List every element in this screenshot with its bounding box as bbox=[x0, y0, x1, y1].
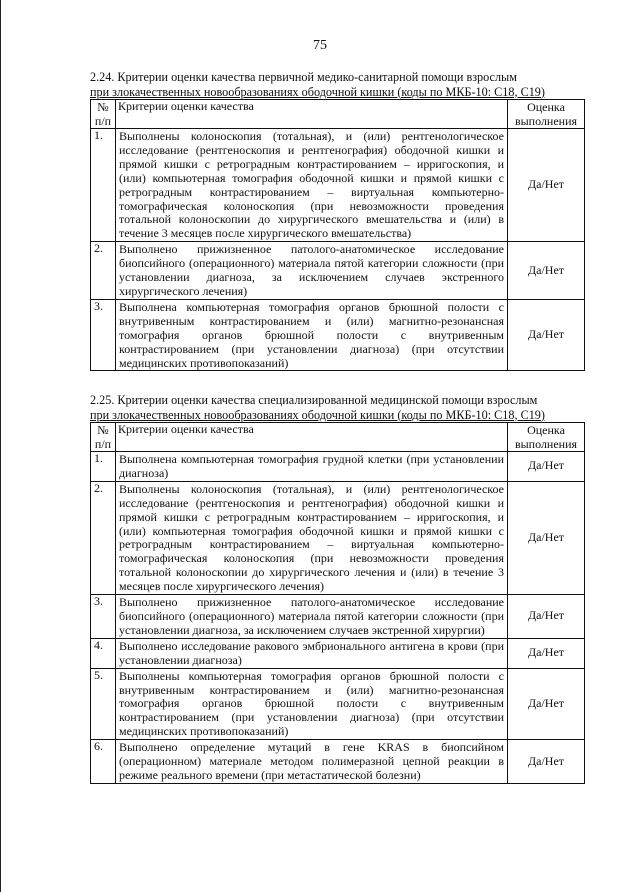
row-text: Выполнены колоноскопия (тотальная), и (или) рентгенологическое исследование (рентгеноскопия и рентгенография) ободочной кишки и прямой кишки с ретроградным контрастированием – ирригоскопия, и (или) компьютерная томография ободочной кишки и прямой кишки с ретроградным контрастированием – виртуальная компьютерно-томографическая колоноскопия (при невозможности проведения тотальной колоноскопии до хирургического вмешательства и (или) в течение 3 месяцев после хирургического вмешательства) bbox=[116, 129, 508, 242]
section-2-25 bbox=[90, 393, 585, 784]
header-mark: Оценка выполнения bbox=[508, 423, 585, 452]
caption-line-1: 2.24. Критерии оценки качества первичной медико-санитарной помощи взрослым bbox=[90, 70, 517, 84]
row-num: 3. bbox=[91, 299, 116, 371]
row-num: 1. bbox=[91, 452, 116, 482]
row-mark: Да/Нет bbox=[508, 242, 585, 300]
table-row bbox=[91, 299, 585, 371]
row-mark: Да/Нет bbox=[508, 299, 585, 371]
section-caption bbox=[90, 393, 585, 422]
caption-line-1: 2.25. Критерии оценки качества специализированной медицинской помощи взрослым bbox=[90, 393, 538, 407]
row-mark: Да/Нет bbox=[508, 129, 585, 242]
row-mark: Да/Нет bbox=[508, 452, 585, 482]
header-num: № п/п bbox=[91, 423, 116, 452]
row-num: 3. bbox=[91, 595, 116, 639]
row-mark: Да/Нет bbox=[508, 668, 585, 740]
row-text: Выполнено прижизненное патолого-анатомическое исследование биопсийного (операционного) материала пятой категории сложности (при установлении диагноза, за исключением случаев экстренной хирургии) bbox=[116, 595, 508, 639]
header-criteria: Критерии оценки качества bbox=[116, 423, 508, 452]
table-row bbox=[91, 638, 585, 668]
row-num: 2. bbox=[91, 481, 116, 594]
row-num: 6. bbox=[91, 740, 116, 784]
table-row bbox=[91, 595, 585, 639]
table-row bbox=[91, 452, 585, 482]
scan-edge-line bbox=[0, 0, 1, 892]
row-mark: Да/Нет bbox=[508, 740, 585, 784]
caption-line-2: при злокачественных новообразованиях ободочной кишки (коды по МКБ-10: C18, C19) bbox=[90, 407, 545, 422]
caption-line-2: при злокачественных новообразованиях ободочной кишки (коды по МКБ-10: C18, C19) bbox=[90, 84, 545, 99]
row-text: Выполнена компьютерная томография органов брюшной полости с внутривенным контрастированием и (или) магнитно-резонансная томография органов брюшной полости с внутривенным контрастированием (при установлении диагноза) (при отсутствии медицинских противопоказаний) bbox=[116, 299, 508, 371]
row-text: Выполнены компьютерная томография органов брюшной полости с внутривенным контрастированием и (или) магнитно-резонансная томография органов брюшной полости с внутривенным контрастированием (при установлении диагноза) (при отсутствии медицинских противопоказаний) bbox=[116, 668, 508, 740]
criteria-table bbox=[90, 422, 585, 784]
row-text: Выполнено определение мутаций в гене KRAS в биопсийном (операционном) материале методом полимеразной цепной реакции в режиме реального времени (при метастатической болезни) bbox=[116, 740, 508, 784]
row-text: Выполнена компьютерная томография грудной клетки (при установлении диагноза) bbox=[116, 452, 508, 482]
table-row bbox=[91, 668, 585, 740]
header-criteria: Критерии оценки качества bbox=[116, 100, 508, 129]
row-num: 2. bbox=[91, 242, 116, 300]
row-text: Выполнено прижизненное патолого-анатомическое исследование биопсийного (операционного) материала пятой категории сложности (при установлении диагноза, за исключением случаев экстренного хирургического лечения) bbox=[116, 242, 508, 300]
table-header-row bbox=[91, 423, 585, 452]
table-row bbox=[91, 242, 585, 300]
row-text: Выполнено исследование ракового эмбрионального антигена в крови (при установлении диагноза) bbox=[116, 638, 508, 668]
section-caption bbox=[90, 70, 585, 99]
row-text: Выполнены колоноскопия (тотальная), и (или) рентгенологическое исследование (рентгеноскопия и рентгенография) ободочной кишки и прямой кишки с ретроградным контрастированием – ирригоскопия, и (или) компьютерная томография ободочной кишки и прямой кишки с ретроградным контрастированием – виртуальная компьютерно-томографическая колоноскопия (при невозможности проведения тотальной колоноскопии до хирургического лечения и (или) в течение 3 месяцев после хирургического лечения) bbox=[116, 481, 508, 594]
table-row bbox=[91, 129, 585, 242]
row-num: 5. bbox=[91, 668, 116, 740]
row-mark: Да/Нет bbox=[508, 638, 585, 668]
page-number: 75 bbox=[313, 38, 327, 53]
header-num: № п/п bbox=[91, 100, 116, 129]
row-num: 4. bbox=[91, 638, 116, 668]
row-mark: Да/Нет bbox=[508, 595, 585, 639]
table-row bbox=[91, 481, 585, 594]
section-2-24 bbox=[90, 70, 585, 371]
criteria-table bbox=[90, 99, 585, 371]
row-mark: Да/Нет bbox=[508, 481, 585, 594]
table-header-row bbox=[91, 100, 585, 129]
table-row bbox=[91, 740, 585, 784]
row-num: 1. bbox=[91, 129, 116, 242]
header-mark: Оценка выполнения bbox=[508, 100, 585, 129]
